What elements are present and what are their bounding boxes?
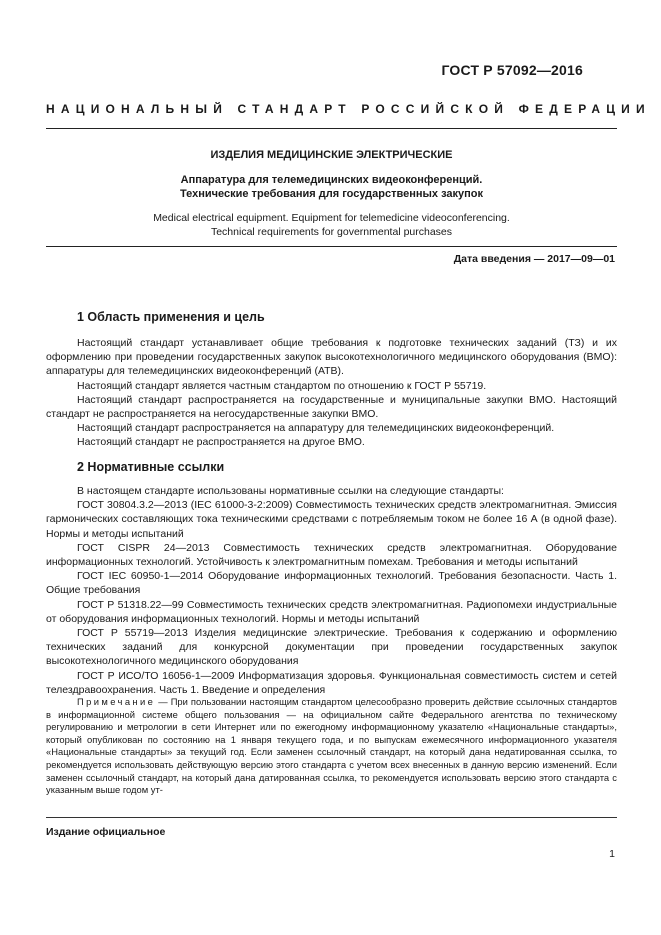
document-subtitle-line-2: Технические требования для государственных закупок: [179, 188, 484, 200]
paragraph: Настоящий стандарт распространяется на государственные и муниципальные закупки ВМО. Настоящий стандарт не распространяется на негосударственные закупки ВМО.: [46, 393, 617, 421]
reference-item: ГОСТ Р ИСО/ТО 16056-1—2009 Информатизация здоровья. Функциональная совместимость систем и сетей телездравоохранения. Часть 1. Введение и определения: [46, 669, 617, 696]
paragraph: В настоящем стандарте использованы нормативные ссылки на следующие стандарты:: [77, 485, 504, 497]
introduction-date: Дата введения — 2017—09—01: [453, 253, 615, 265]
section-1-body: [46, 336, 617, 450]
paragraph: Настоящий стандарт является частным стандартом по отношению к ГОСТ Р 55719.: [77, 379, 487, 392]
page-number: 1: [609, 848, 615, 860]
note-block: [46, 696, 617, 797]
english-title-line-2: Technical requirements for governmental purchases: [210, 226, 453, 238]
title-divider: [46, 246, 617, 247]
top-divider: [46, 128, 617, 129]
note-label: Примечание: [77, 696, 156, 707]
footer-divider: [46, 817, 617, 818]
document-subtitle-line-1: Аппаратура для телемедицинских видеоконференций.: [180, 174, 483, 186]
section-2-heading: 2 Нормативные ссылки: [77, 460, 225, 474]
document-code: ГОСТ Р 57092—2016: [441, 62, 583, 78]
reference-item: ГОСТ IEC 60950-1—2014 Оборудование информационных технологий. Требования безопасности. Часть 1. Общие требования: [46, 570, 617, 597]
note-text: — При пользовании настоящим стандартом целесообразно проверить действие ссылочных стандартов в информационной системе общего пользования — на официальном сайте Федерального агентства по техническому регулированию и метрологии в сети Интернет или по ежегодному информационному указателю «Национальные стандарты», который опубликован по состоянию на 1 января текущего года, и по выпускам ежемесячного информационного указателя «Национальные стандарты» за текущий год. Если заменен ссылочный стандарт, на который дана недатированная ссылка, то рекомендуется использовать действующую версию этого стандарта с учетом всех внесенных в данную версию изменений. Если заменен ссылочный стандарт, на который дана датированная ссылка, то рекомендуется использовать версию этого стандарта с указанным выше годом ут-: [46, 696, 617, 796]
reference-item: ГОСТ Р 51318.22—99 Совместимость технических средств электромагнитная. Радиопомехи индустриальные от оборудования информационных технологий. Нормы и методы испытаний: [46, 598, 617, 625]
note-paragraph: [46, 696, 617, 797]
national-standard-heading: НАЦИОНАЛЬНЫЙ СТАНДАРТ РОССИЙСКОЙ ФЕДЕРАЦИИ: [46, 102, 651, 116]
section-2-body: [46, 484, 617, 697]
reference-item: ГОСТ Р 55719—2013 Изделия медицинские электрические. Требования к содержанию и оформлению технических заданий для конкурсной документации при проведении государственных закупок высокотехнологичного медицинского оборудования: [46, 627, 617, 668]
reference-item: ГОСТ CISPR 24—2013 Совместимость технических средств электромагнитная. Оборудование информационных технологий. Устойчивость к электромагнитным помехам. Требования и методы испытаний: [46, 541, 617, 569]
section-1-heading: 1 Область применения и цель: [77, 310, 265, 324]
paragraph: Настоящий стандарт не распространяется на другое ВМО.: [77, 436, 365, 449]
official-edition-label: Издание официальное: [46, 826, 166, 838]
paragraph: Настоящий стандарт распространяется на аппаратуру для телемедицинских видеоконференций.: [77, 422, 555, 435]
reference-item: ГОСТ 30804.3.2—2013 (IEC 61000-3-2:2009) Совместимость технических средств электромагнитная. Эмиссия гармонических составляющих тока техническими средствами с потребляемым током не более 16 А (в одной фазе). Нормы и методы испытаний: [46, 499, 617, 540]
english-title-line-1: Medical electrical equipment. Equipment for telemedicine videoconferencing.: [153, 212, 510, 224]
paragraph: Настоящий стандарт устанавливает общие требования к подготовке технических заданий (ТЗ) и их оформлению при проведении государственных закупок высокотехнологичного медицинского оборудования (ВМО): аппаратуры для телемедицинских видеоконференций (АТВ).: [46, 337, 617, 378]
document-title: ИЗДЕЛИЯ МЕДИЦИНСКИЕ ЭЛЕКТРИЧЕСКИЕ: [210, 149, 453, 161]
